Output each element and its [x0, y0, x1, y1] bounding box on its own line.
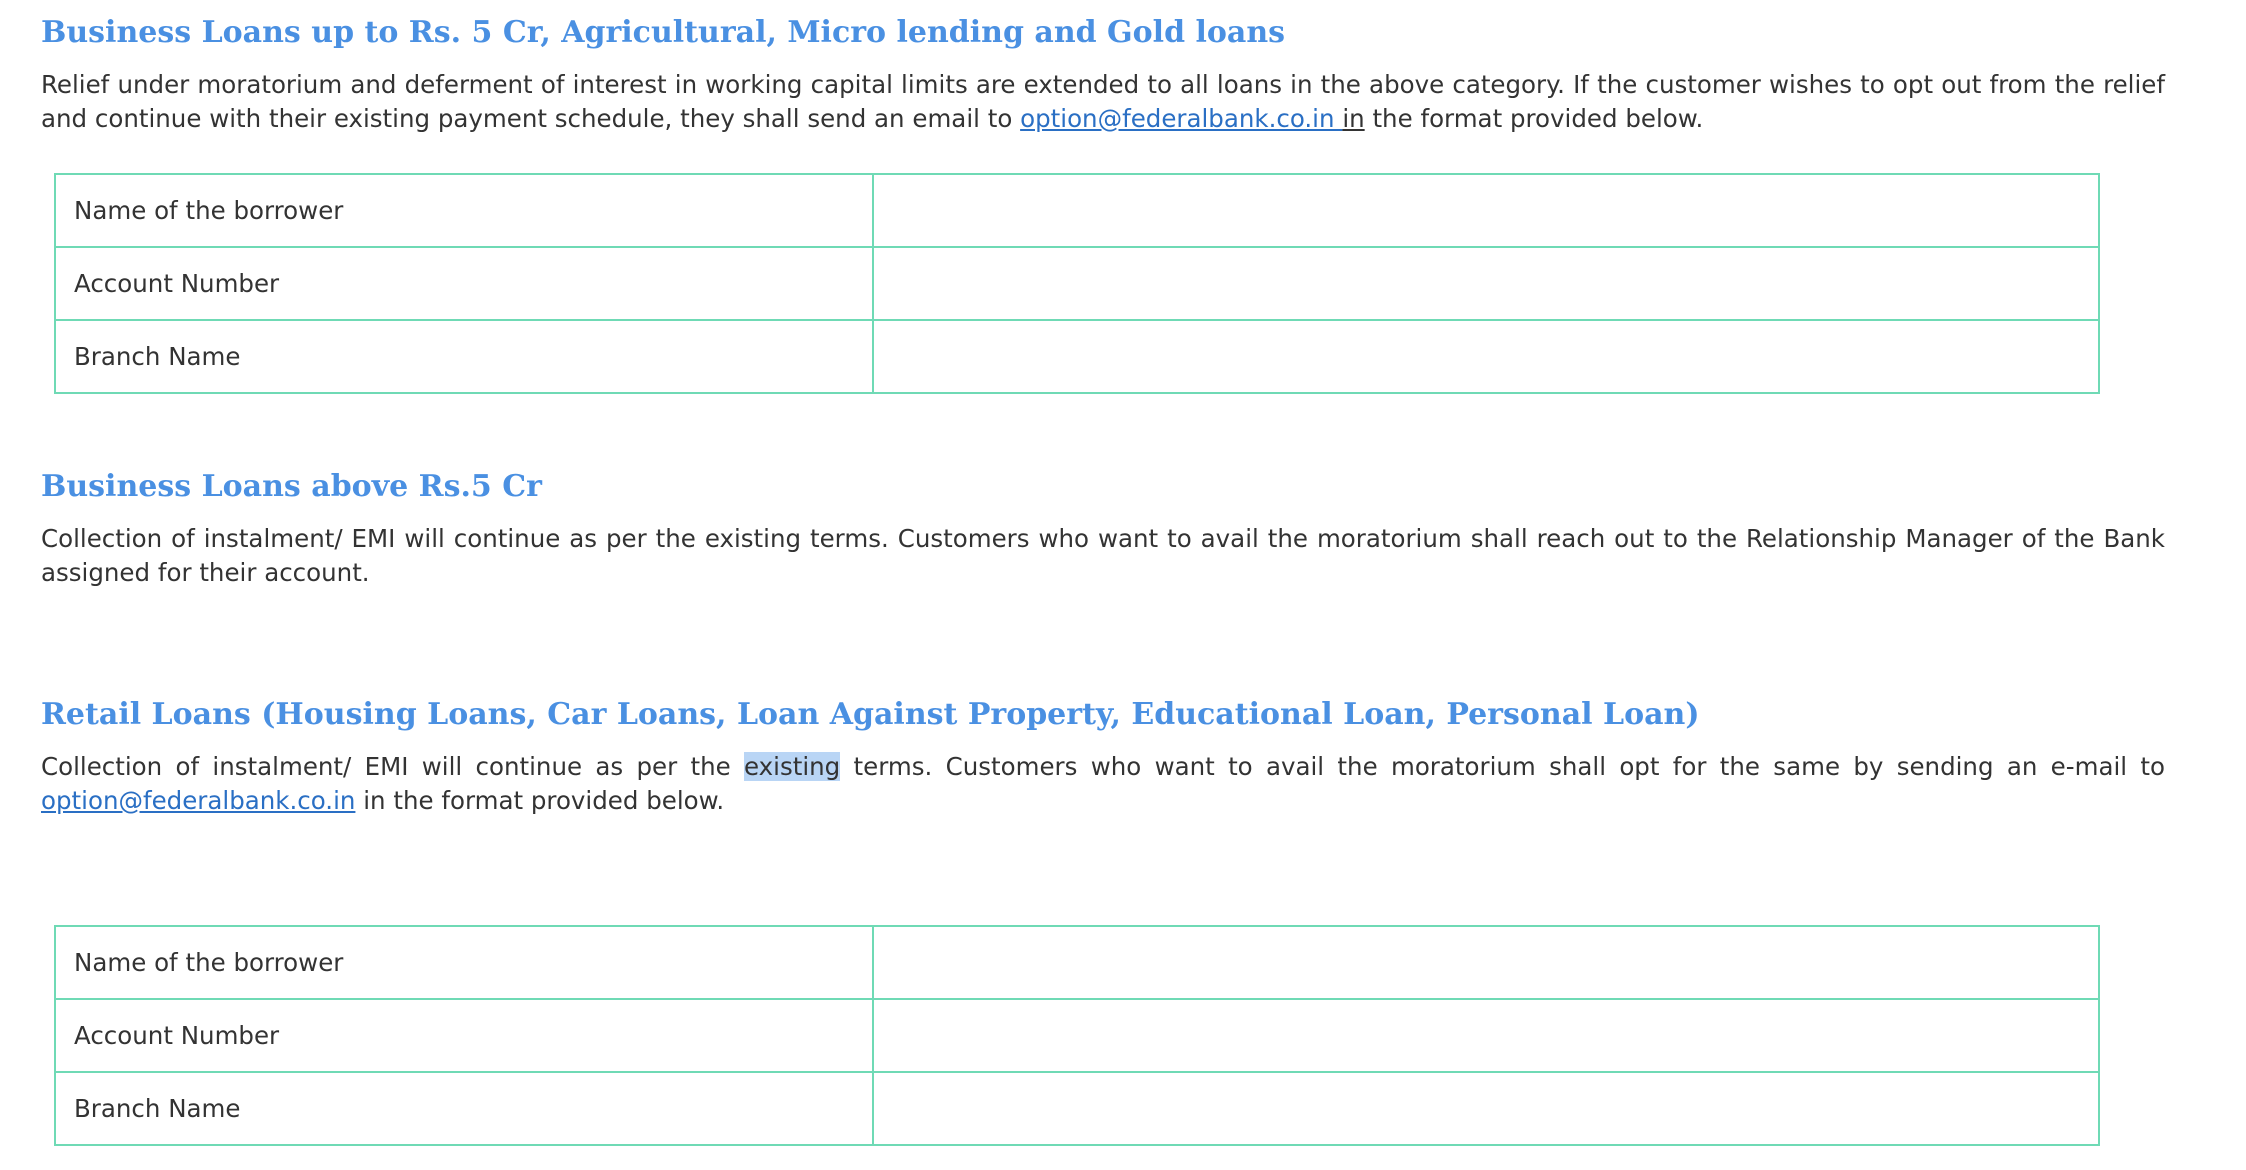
table-row	[55, 926, 2099, 999]
table-row	[55, 1072, 2099, 1145]
section-1-email-link[interactable]: option@federalbank.co.in	[1020, 104, 1343, 133]
borrower-name-value[interactable]	[873, 926, 2099, 999]
borrower-name-label: Name of the borrower	[55, 926, 873, 999]
section-1-heading: Business Loans up to Rs. 5 Cr, Agricultural, Micro lending and Gold loans	[41, 15, 1286, 50]
section-1-paragraph	[41, 68, 2165, 136]
section-3-text-after: in the format provided below.	[355, 786, 725, 815]
section-3-paragraph	[41, 750, 2165, 818]
section-3-text-middle: terms. Customers who want to avail the moratorium shall opt for the same by sending an e-mail to	[840, 752, 2165, 781]
borrower-name-label: Name of the borrower	[55, 174, 873, 247]
borrower-name-value[interactable]	[873, 174, 2099, 247]
section-1-form-table	[54, 173, 2100, 394]
section-3-form-table	[54, 925, 2100, 1146]
account-number-value[interactable]	[873, 247, 2099, 320]
branch-name-label: Branch Name	[55, 320, 873, 393]
account-number-label: Account Number	[55, 247, 873, 320]
section-2-paragraph: Collection of instalment/ EMI will continue as per the existing terms. Customers who want to avail the moratorium shall reach out to the Relationship Manager of the Bank assigned for their account.	[41, 524, 2165, 587]
section-3-heading: Retail Loans (Housing Loans, Car Loans, Loan Against Property, Educational Loan, Personal Loan)	[41, 697, 1700, 732]
account-number-value[interactable]	[873, 999, 2099, 1072]
account-number-label: Account Number	[55, 999, 873, 1072]
section-1-in-word: in	[1342, 104, 1365, 133]
table-row	[55, 999, 2099, 1072]
branch-name-value[interactable]	[873, 320, 2099, 393]
branch-name-value[interactable]	[873, 1072, 2099, 1145]
section-1-text-before: Relief under moratorium and deferment of interest in working capital limits are extended to all loans in the above category. If the customer wishes to opt out from the relief and continue with their existing payment schedule, they shall send an email to	[41, 70, 2165, 133]
section-1-text-after: the format provided below.	[1364, 104, 1704, 133]
section-2-heading: Business Loans above Rs.5 Cr	[41, 469, 542, 504]
branch-name-label: Branch Name	[55, 1072, 873, 1145]
table-row	[55, 247, 2099, 320]
section-3-email-link[interactable]: option@federalbank.co.in	[41, 786, 356, 815]
selected-text-highlight: existing	[744, 752, 841, 781]
table-row	[55, 174, 2099, 247]
section-3-text-before: Collection of instalment/ EMI will continue as per the	[41, 752, 745, 781]
table-row	[55, 320, 2099, 393]
